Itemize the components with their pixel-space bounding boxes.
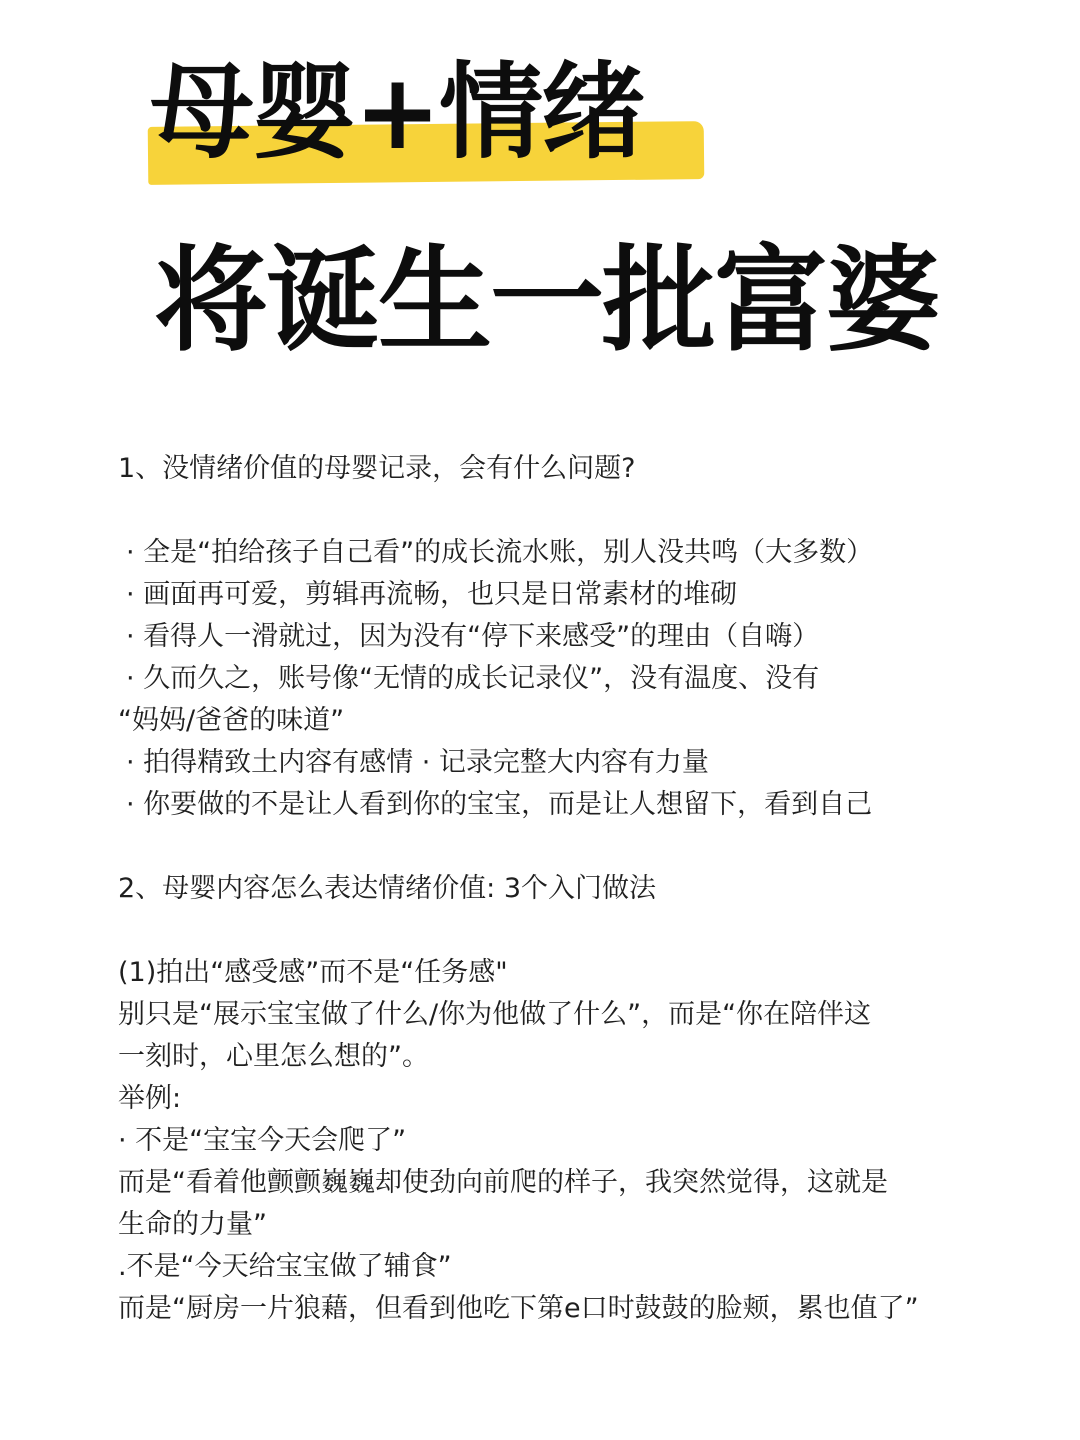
page-title-line-1: 母婴+情绪 [150, 51, 644, 173]
section-1-bullet-continuation: “妈妈/爸爸的味道” [118, 705, 345, 736]
section-1-bullet: · 看得人一滑就过，因为没有“停下来感受”的理由（自嗨） [126, 621, 820, 652]
spacer [118, 490, 998, 532]
page-title-line-2: 将诞生一批富婆 [154, 234, 939, 367]
method-1-description: 别只是“展示宝宝做了什么/你为他做了什么”，而是“你在陪伴这 [118, 999, 872, 1030]
section-1-heading: 1、没情绪价值的母婴记录，会有什么问题? [118, 453, 636, 484]
section-1-bullet: · 你要做的不是让人看到你的宝宝，而是让人想留下，看到自己 [126, 789, 873, 820]
example-1-but: 而是“看着他颤颤巍巍却使劲向前爬的样子，我突然觉得，这就是 [118, 1167, 888, 1198]
section-2-heading: 2、母婴内容怎么表达情绪价值: 3个入门做法 [118, 873, 657, 904]
method-1-title: (1)拍出“感受感”而不是“任务感" [118, 957, 508, 988]
example-1-not: · 不是“宝宝今天会爬了” [118, 1125, 407, 1156]
section-1-bullet: · 全是“拍给孩子自己看”的成长流水账，别人没共鸣（大多数） [126, 537, 874, 568]
article-body [118, 448, 998, 1330]
section-1-bullet: · 画面再可爱，剪辑再流畅，也只是日常素材的堆砌 [126, 579, 738, 610]
spacer [118, 826, 998, 868]
example-2-but: 而是“厨房一片狼藉，但看到他吃下第e口时鼓鼓的脸颊，累也值了” [118, 1293, 919, 1324]
example-label: 举例: [118, 1083, 182, 1114]
method-1-description: 一刻时，心里怎么想的”。 [118, 1041, 429, 1072]
example-1-but: 生命的力量” [118, 1209, 267, 1240]
section-1-bullet: · 久而久之，账号像“无情的成长记录仪”，没有温度、没有 [126, 663, 820, 694]
section-1-bullet: · 拍得精致土内容有感情 · 记录完整大内容有力量 [126, 747, 709, 778]
spacer [118, 910, 998, 952]
example-2-not: .不是“今天给宝宝做了辅食” [118, 1251, 452, 1282]
